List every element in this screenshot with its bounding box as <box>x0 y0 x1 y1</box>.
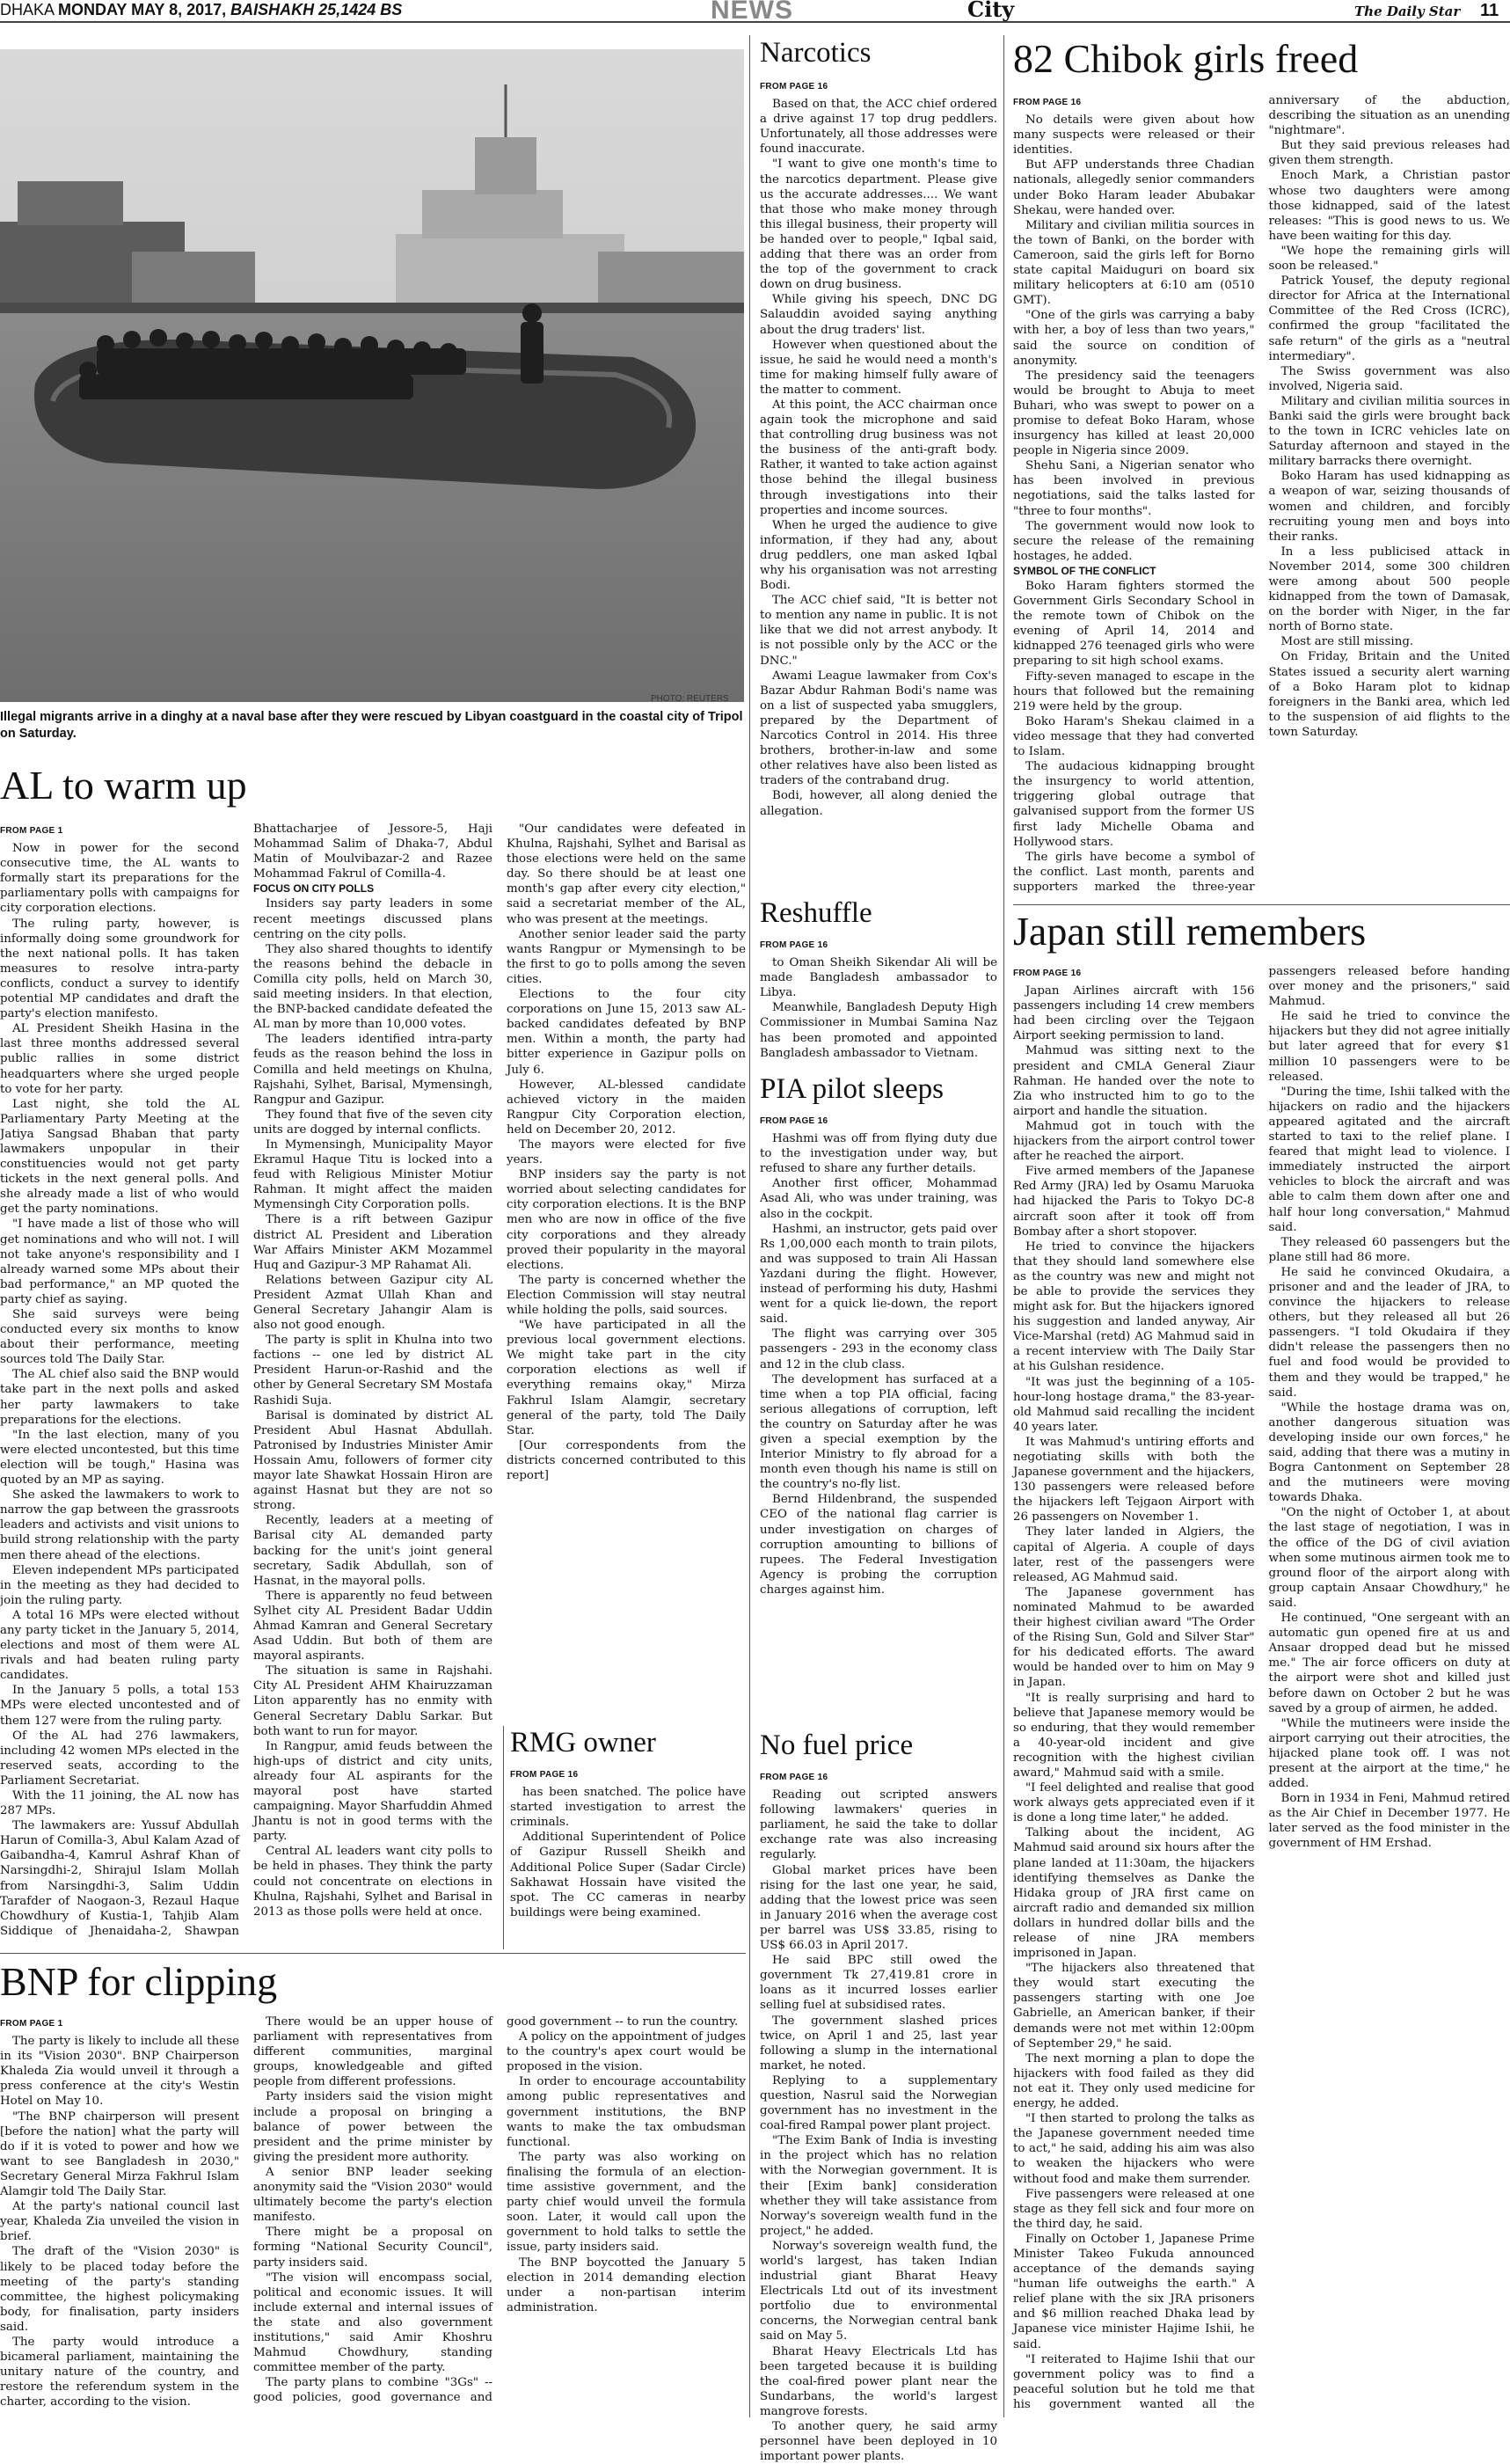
article-paragraph: There is apparently no feud between Sylhet city AL President Badar Uddin Ahmad Kamran and General Secretary Asad Uddin. But both of them are mayoral aspirants. <box>253 1589 492 1663</box>
article-paragraph: has been snatched. The police have started investigation to arrest the criminals. <box>510 1785 746 1830</box>
article-paragraph: The BNP boycotted the January 5 election in 2014 demanding election under a non-partisan interim administration. <box>507 2256 746 2315</box>
article-from: FROM PAGE 16 <box>760 79 997 94</box>
article-paragraph: "The BNP chairperson will present [before the nation] what the party will do if it is voted to power and how we want to see Bangladesh in 2030," Secretary General Mirza Fakhrul Islam Alamgir told The Daily Star. <box>0 2109 239 2200</box>
article-paragraph: "I reiterated to Hajime Ishii that our government policy was to find a peaceful solution but he told me that his government wanted all the passengers released before handing over money and the prisoners," said Mahmud. <box>1013 964 1510 2417</box>
article-paragraph: Another first officer, Mohammad Asad Ali, who was under training, was also in the cockpit. <box>760 1176 997 1221</box>
article-paragraph: She asked the lawmakers to work to narrow the gap between the grassroots leaders and activists and visit unions to build strong relationship with the party men there ahead of the elections. <box>0 1488 239 1562</box>
headline: BNP for clipping <box>0 1962 746 2002</box>
article-reshuffle-body <box>760 936 997 1068</box>
dateline-date: MONDAY MAY 8, 2017, <box>58 1 226 18</box>
article-reshuffle-header <box>760 899 997 940</box>
article-paragraph: Hashmi, an instructor, gets paid over Rs 1,00,000 each month to train pilots, and was supposed to train Ali Hassan Yazdani during the flight. However, instead of performing his duty, Hashmi went for a quick lie-down, the report said. <box>760 1222 997 1327</box>
article-paragraph: Of the AL had 276 lawmakers, including 42 women MPs elected in the reserved seats, according to the Parliament Secretariat. <box>0 1729 239 1788</box>
article-from: FROM PAGE 16 <box>1013 966 1255 981</box>
article-paragraph: However, AL-blessed candidate achieved victory in the maiden Rangpur City Corporation election, held on December 20, 2012. <box>507 1078 746 1137</box>
article-paragraph: The ACC chief said, "It is better not to mention any name in public. It is not like that we did not arrest anybody. It is not possible only by the ACC or the DNC." <box>760 593 997 668</box>
article-pia-body <box>760 1112 997 1728</box>
section-divider <box>1013 904 1510 905</box>
article-narcotics-header <box>760 39 997 83</box>
article-paragraph: Barisal is dominated by district AL President Abul Hasnat Abdullah. Patronised by Industries Minister Amir Hossain Amu, followers of former city mayor late Shawkat Hossain Hiron are against Hasnat but they are not so strong. <box>253 1408 492 1514</box>
article-paragraph: Party insiders said the vision might include a proposal on bringing a balance of power between the president and the prime minister by giving the president more authority. <box>253 2089 492 2164</box>
article-japan-header <box>1013 911 1510 961</box>
article-paragraph: However when questioned about the issue, he said he would need a month's time for making himself fully aware of the matter to comment. <box>760 338 997 398</box>
headline: No fuel price <box>760 1731 997 1760</box>
article-paragraph: Insiders say party leaders in some recent meetings discussed plans centring on the city polls. <box>253 896 492 941</box>
article-paragraph: A policy on the appointment of judges to the country's apex court would be proposed in the vision. <box>507 2029 746 2074</box>
headline: RMG owner <box>510 1729 746 1758</box>
article-paragraph: Enoch Mark, a Christian pastor whose two daughters were among those kidnapped, said of the latest releases: "This is good news to us. We have been waiting for this day. <box>1269 168 1510 243</box>
article-paragraph: "We hope the remaining girls will soon be released." <box>1269 244 1510 274</box>
article-paragraph: Global market prices have been rising for the last one year, he said, adding that the lowest price was seen in January 2016 when the average cost per barrel was US$ 33.85, rising to US$ 66.03 in April 2017. <box>760 1863 997 1954</box>
article-paragraph: SYMBOL OF THE CONFLICT <box>1013 564 1255 579</box>
headline: 82 Chibok girls freed <box>1013 39 1510 79</box>
article-paragraph: In the January 5 polls, a total 153 MPs were elected uncontested and of them 127 were from the ruling party. <box>0 1683 239 1728</box>
article-from: FROM PAGE 16 <box>760 1770 997 1785</box>
article-paragraph: No details were given about how many suspects were released or their identities. <box>1013 113 1255 157</box>
photo-credit: PHOTO: REUTERS <box>651 694 729 704</box>
page-header-bar <box>0 0 1510 23</box>
article-paragraph: Born in 1934 in Feni, Mahmud retired as the Air Chief in December 1977. He later served as the food minister in the government of HM Ershad. <box>1269 1791 1510 1851</box>
article-rmg-body <box>510 1766 746 1946</box>
article-paragraph: The girls have become a symbol of the conflict. Last month, parents and supporters marked the three-year anniversary of the abduction, describing the situation as an unending "nightmare". <box>1013 93 1510 896</box>
article-paragraph: The AL chief also said the BNP would take part in the next polls and asked her party lawmakers to take preparations for the elections. <box>0 1367 239 1427</box>
article-paragraph: In a less publicised attack in November 2014, some 300 children were among about 500 people kidnapped from the town of Damasak, on the border with Niger, in the far north of Borno state. <box>1269 545 1510 635</box>
article-fuel-header <box>760 1731 997 1772</box>
article-paragraph: Boko Haram fighters stormed the Government Girls Secondary School in the remote town of Chibok on the evening of April 14, 2014 and kidnapped 276 teenaged girls who were preparing to sit high school exams. <box>1013 579 1255 669</box>
article-paragraph: Another senior leader said the party wants Rangpur or Mymensingh to be the first to go to polls among the seven cities. <box>507 927 746 987</box>
article-paragraph: In Rangpur, amid feuds between the high-ups of district and city units, already four AL aspirants for the mayoral post have started campaigning. Mayor Sharfuddin Ahmed Jhantu is not in good terms with the party. <box>253 1739 492 1845</box>
article-paragraph: Bernd Hildenbrand, the suspended CEO of the national flag carrier is under investigation on charges of corruption amounting to billions of rupees. The Federal Investigation Agency is probing the corruption charges against him. <box>760 1492 997 1598</box>
article-paragraph: Five passengers were released at one stage as they fell sick and four more on the third day, he said. <box>1013 2187 1255 2232</box>
article-from: FROM PAGE 16 <box>1013 95 1255 110</box>
article-paragraph: [Our correspondents from the districts concerned contributed to this report] <box>507 1438 746 1483</box>
article-paragraph: "We have participated in all the previous local government elections. We might take part in the city corporation elections as well if everything remains okay," Mirza Fakhrul Islam Alamgir, secretary general of the party, told The Daily Star. <box>507 1318 746 1438</box>
article-paragraph: Recently, leaders at a meeting of Barisal city AL demanded party backing for the unit's joint general secretary, Sadik Abdullah, son of Hasnat, in the mayoral polls. <box>253 1513 492 1588</box>
dateline <box>0 1 402 19</box>
article-al-header <box>0 765 746 818</box>
article-paragraph: "I have made a list of those who will get nominations and who will not. I will not take anyone's responsibility and I already warned some MPs about their bad performance," an MP quoted the party chief as saying. <box>0 1217 239 1307</box>
article-paragraph: When he urged the audience to give information, if they had any, about drug peddlers, one man asked Iqbal why his organisation was not arresting Bodi. <box>760 518 997 593</box>
article-paragraph: He said BPC still owed the government Tk 27,419.81 crore in loans as it incurred losses earlier selling fuel at subsidised rates. <box>760 1953 997 2013</box>
article-paragraph: Replying to a supplementary question, Nasrul said the Norwegian government has no investment in the coal-fired Rampal power plant project. <box>760 2073 997 2133</box>
article-paragraph: Mahmud got in touch with the hijackers from the airport control tower after he reached the airport. <box>1013 1119 1255 1164</box>
article-paragraph: The leaders identified intra-party feuds as the reason behind the loss in Comilla and held meetings on Khulna, Rajshahi, Sylhet, Barisal, Mymensingh, Rangpur and Gazipur. <box>253 1032 492 1107</box>
article-chibok-header <box>1013 39 1510 88</box>
page-number: 11 <box>1480 1 1499 21</box>
article-paragraph: Relations between Gazipur city AL President Azmat Ullah Khan and General Secretary Jahangir Alam is also not good enough. <box>253 1273 492 1333</box>
article-paragraph: Now in power for the second consecutive time, the AL wants to formally start its preparations for the parliamentary polls with campaigns for city corporation elections. <box>0 841 239 916</box>
article-paragraph: Central AL leaders want city polls to be held in phases. They think the party could not concentrate on elections in Khulna, Rajshahi, Sylhet and Barisal in 2013 as those polls were held at once. <box>253 1844 492 1919</box>
article-paragraph: In order to encourage accountability among public representatives and government institutions, the BNP wants to make the tax ombudsman functional. <box>507 2074 746 2149</box>
article-paragraph: The government would now look to secure the release of the remaining hostages, he added. <box>1013 519 1255 564</box>
article-paragraph: The party is concerned whether the Election Commission will stay neutral while holding the polls, said sources. <box>507 1273 746 1318</box>
article-paragraph: The mayors were elected for five years. <box>507 1137 746 1167</box>
article-paragraph: The party is split in Khulna into two factions -- one led by district AL President Harun-or-Rashid and the other by General Secretary SM Mostafa Rashidi Suja. <box>253 1333 492 1407</box>
article-bnp-body <box>0 2014 746 2417</box>
headline: PIA pilot sleeps <box>760 1075 997 1104</box>
article-paragraph: With the 11 joining, the AL now has 287 MPs. <box>0 1788 239 1818</box>
column-divider <box>1003 35 1004 2417</box>
article-paragraph: On Friday, Britain and the United States issued a security alert warning of a Boko Haram plot to kidnap foreigners in the Banki area, which led to the suspension of aid flights to the town Saturday. <box>1269 649 1510 740</box>
article-bnp-header <box>0 1962 746 2013</box>
article-paragraph: BNP insiders say the party is not worried about selecting candidates for city corporation elections. It is the BNP men who are now in office of the five city corporations and they already proved their popularity in the mayoral elections. <box>507 1167 746 1273</box>
section-divider <box>0 1953 746 1954</box>
article-paragraph: At this point, the ACC chairman once again took the microphone and said that controlling drug business was not the business of the anti-graft body. Rather, it wanted to take action against those behind the illegal business through investigations into their properties and income sources. <box>760 398 997 518</box>
article-paragraph: They found that five of the seven city units are dogged by internal conflicts. <box>253 1108 492 1137</box>
article-paragraph: The party is likely to include all these in its "Vision 2030". BNP Chairperson Khaleda Zia would unveil it through a press conference at the city's Westin Hotel on May 10. <box>0 2034 239 2109</box>
article-paragraph: While giving his speech, DNC DG Salauddin avoided saying anything about the drug traders' list. <box>760 292 997 337</box>
masthead-logo: The Daily Star <box>1354 4 1460 19</box>
article-japan-body <box>1013 964 1510 2417</box>
article-paragraph: There is a rift between Gazipur district AL President and Liberation War Affairs Minister AKM Mozammel Huq and Gazipur-3 MP Rahamat Ali. <box>253 1212 492 1272</box>
article-fuel-body <box>760 1768 997 2417</box>
article-paragraph: "Our candidates were defeated in Khulna, Rajshahi, Sylhet and Barisal as those elections were held on the same day. So there should be at least one month's gap after every city election," said a secretariat member of the AL, who was present at the meetings. <box>507 822 746 927</box>
article-from: FROM PAGE 1 <box>0 823 239 838</box>
article-paragraph: Five armed members of the Japanese Red Army (JRA) led by Osamu Maruoka had hijacked the Paris to Tokyo DC-8 aircraft soon after it took off from Bombay after a short stopover. <box>1013 1164 1255 1239</box>
article-paragraph: The party was also working on finalising the formula of an election-time assistive government, and the party chief would unveil the formula soon. Later, it would call upon the government to hold talks to settle the issue, party insiders said. <box>507 2150 746 2256</box>
article-paragraph: Eleven independent MPs participated in the meeting as they had decided to join the ruling party. <box>0 1563 239 1608</box>
article-chibok-body <box>1013 93 1510 896</box>
article-paragraph: "In the last election, many of you were elected uncontested, but this time election will be tough," Hasina was quoted by an MP as saying. <box>0 1428 239 1488</box>
article-paragraph: A total 16 MPs were elected without any party ticket in the January 5, 2014, elections and most of them were AL rivals and had beaten ruling party candidates. <box>0 1608 239 1683</box>
article-paragraph: "I want to give one month's time to the narcotics department. Please give us the accurate addresses.... We want that those who make money through this illegal business, their property will be handed over to people," Iqbal said, adding that there was an order from the top of the government to crack down on drug business. <box>760 157 997 292</box>
article-paragraph: The audacious kidnapping brought the insurgency to world attention, triggering global outrage that galvanised support from the former US first lady Michelle Obama and Hollywood stars. <box>1013 759 1255 850</box>
article-paragraph: The lawmakers are: Yussuf Abdullah Harun of Comilla-3, Abul Kalam Azad of Gaibandha-4, Kamrul Ashraf Khan of Narsingdhi-2, Shirajul Islam Mollah from Narsingdhi-3, Salim Uddin Tarafder of Naogaon-3, Rezaul Haque Chowdhury of Kustia-1, Tahjib Alam Siddique of Jhenaidaha-2, Shawpan Bhattacharjee of Jessore-5, Haji Mohammad Salim of Dhaka-7, Abdul Matin of Moulvibazar-2 and Razee Mohammad Fakrul of Comilla-4. <box>0 822 492 1949</box>
article-paragraph: Fifty-seven managed to escape in the hours that followed but the remaining 219 were held by the group. <box>1013 669 1255 714</box>
article-paragraph: To another query, he said army personnel have been deployed in 10 important power plants. <box>760 2419 997 2464</box>
article-from: FROM PAGE 16 <box>760 938 997 953</box>
article-paragraph: Military and civilian militia sources in the town of Banki, on the border with Cameroon, said the girls left for Borno state capital Maiduguri on board six military helicopters at 6:10 am (0510 GMT). <box>1013 218 1255 309</box>
article-paragraph: Mahmud was sitting next to the president and CMLA General Ziaur Rahman. He handed over the note to Zia who instructed him to go to the airport and handle the situation. <box>1013 1043 1255 1118</box>
article-paragraph: Meanwhile, Bangladesh Deputy High Commissioner in Mumbai Samina Naz has been promoted and appointed Bangladesh ambassador to Vietnam. <box>760 1000 997 1060</box>
migrant-dinghy-photo <box>0 49 744 702</box>
article-paragraph: At the party's national council last year, Khaleda Zia unveiled the vision in brief. <box>0 2199 239 2244</box>
section-name: NEWS <box>711 0 793 26</box>
article-from: FROM PAGE 16 <box>510 1767 746 1782</box>
article-paragraph: The situation is same in Rajshahi. City AL President AHM Khairuzzaman Liton apparently has no enmity with General Secretary Dablu Sarkar. But both want to run for mayor. <box>253 1663 492 1738</box>
article-paragraph: "It is really surprising and hard to believe that Japanese memory would be so enduring, that they would remember a 40-year-old incident and give recognition with the highest civilian award," Mahmud said with a smile. <box>1013 1691 1255 1781</box>
article-paragraph: He said he convinced Okudaira, a prisoner and and the leader of JRA, to convince the hijackers to release others, but they released all but 26 passengers. "I told Okudaira if they didn't release the passengers then no fuel and food would be provided to them and they would be trapped," he said. <box>1269 1265 1510 1400</box>
article-paragraph: The government slashed prices twice, on April 1 and 25, last year following a slump in the international market, he noted. <box>760 2014 997 2073</box>
headline: Reshuffle <box>760 899 997 928</box>
article-paragraph: He continued, "One sergeant with an automatic gun opened fire at us and Ansaar dropped dead but he missed me." The air force officers on duty at the airport were shot and killed just before dawn on October 2 but he was saved by a group of airmen, he added. <box>1269 1611 1510 1716</box>
article-paragraph: The presidency said the teenagers would be brought to Abuja to meet Buhari, who was swept to power on a promise to defeat Boko Haram, whose insurgency has killed at least 20,000 people in Nigeria since 2009. <box>1013 369 1255 459</box>
article-paragraph: A senior BNP leader seeking anonymity said the "Vision 2030" would ultimately become the party's election manifesto. <box>253 2165 492 2225</box>
article-paragraph: The draft of the "Vision 2030" is likely to be placed today before the meeting of the party's standing committee, the highest policymaking body, for finalisation, party insiders said. <box>0 2244 239 2335</box>
article-paragraph: Bodi, however, all along denied the allegation. <box>760 788 997 818</box>
article-paragraph: But they said previous releases had given them strength. <box>1269 138 1510 168</box>
dateline-bangla-date: BAISHAKH 25,1424 BS <box>230 1 402 18</box>
article-paragraph: The party plans to combine "3Gs" -- good policies, good governance and good government -- to run the country. <box>253 2014 746 2417</box>
article-paragraph: Awami League lawmaker from Cox's Bazar Abdur Rahman Bodi's name was on a list of suspected yaba smugglers, prepared by the Department of Narcotics Control in 2014. His three brothers, brother-in-law and some other relatives have also been listed as traders of the contraband drug. <box>760 669 997 789</box>
article-paragraph: Boko Haram's Shekau claimed in a video message that they had converted to Islam. <box>1013 714 1255 759</box>
article-paragraph: The next morning a plan to dope the hijackers with food failed as they did not eat it. They only used medicine for energy, he added. <box>1013 2051 1255 2111</box>
article-paragraph: "I then started to prolong the talks as the Japanese government needed time to act," he said, adding his aim was also to weaken the hijackers who were without food and make them surrender. <box>1013 2111 1255 2186</box>
article-paragraph: "The Exim Bank of India is investing in the project which has no relation with the Norwegian government. It is their [Exim bank] consideration whether they will take assistance from Norway's sovereign wealth fund in the project," he added. <box>760 2133 997 2239</box>
article-paragraph: Hashmi was off from flying duty due to the investigation under way, but refused to share any further details. <box>760 1131 997 1176</box>
article-paragraph: But AFP understands three Chadian nationals, allegedly senior commanders under Boko Haram leader Abubakar Shekau, were handed over. <box>1013 157 1255 217</box>
article-paragraph: There might be a proposal on forming "National Security Council", party insiders said. <box>253 2225 492 2270</box>
article-paragraph: Last night, she told the AL Parliamentary Party Meeting at the Jatiya Sangsad Bhaban that party lawmakers unpopular in their constituencies would not get party tickets in the next general polls. And she already made a list of who would get the party nominations. <box>0 1097 239 1217</box>
article-paragraph: The flight was carrying over 305 passengers - 293 in the economy class and 12 in the club class. <box>760 1327 997 1371</box>
headline: AL to warm up <box>0 765 746 806</box>
article-paragraph: They also shared thoughts to identify the reasons behind the debacle in Comilla city polls, held on March 30, said meeting insiders. In that election, the BNP-backed candidate defeated the AL man by more than 10,000 votes. <box>253 942 492 1033</box>
article-paragraph: Finally on October 1, Japanese Prime Minister Takeo Fukuda announced acceptance of the demands saying "human life outweighs the earth." A relief plane with the six JRA prisoners and $6 million reached Dhaka lead by Japanese vice minister Hajime Ishii, he said. <box>1013 2232 1255 2352</box>
article-paragraph: "During the time, Ishii talked with the hijackers on radio and the hijackers appeared agitated and the aircraft started to taxi to the relief plane. I feared that might lead to violence. I immediately instructed the airport vehicles to block the aircraft and was able to calm them down after one and half hour long conversation," Mahmud said. <box>1269 1085 1510 1235</box>
article-paragraph: Bharat Heavy Electricals Ltd has been targeted because it is building the coal-fired power plant near the Sundarbans, the world's largest mangrove forests. <box>760 2344 997 2419</box>
article-paragraph: They later landed in Algiers, the capital of Algeria. A couple of days later, rest of the passengers were released, AG Mahmud said. <box>1013 1524 1255 1584</box>
article-paragraph: It was Mahmud's untiring efforts and negotiating skills with both the Japanese government and the hijackers, 130 passengers were released before the hijackers left Tejgaon Airport with 26 passengers on November 1. <box>1013 1435 1255 1525</box>
article-paragraph: Japan Airlines aircraft with 156 passengers including 14 crew members had been circling over the Tejgaon Airport seeking permission to land. <box>1013 983 1255 1043</box>
article-paragraph: FOCUS ON CITY POLLS <box>253 881 492 896</box>
article-paragraph: She said surveys were being conducted every six months to know about their performance, meeting sources told The Daily Star. <box>0 1307 239 1367</box>
article-paragraph: The Swiss government was also involved, Nigeria said. <box>1269 364 1510 394</box>
article-paragraph: "The vision will encompass social, political and economic issues. It will include external and internal issues of the state and also government institutions," said Amir Khoshru Mahmud Chowdhury, standing committee member of the party. <box>253 2270 492 2376</box>
article-paragraph: Boko Haram has used kidnapping as a weapon of war, seizing thousands of women and children, and forcibly recruiting young men and boys into their ranks. <box>1269 469 1510 544</box>
article-paragraph: Elections to the four city corporations on June 15, 2013 saw AL-backed candidates defeated by BNP men. Within a month, the party had bitter experience in Gazipur polls on July 6. <box>507 987 746 1078</box>
article-paragraph: "One of the girls was carrying a baby with her, a boy of less than two years," said the source on condition of anonymity. <box>1013 308 1255 368</box>
article-paragraph: Additional Superintendent of Police of Gazipur Russell Sheikh and Additional Police Super (Sadar Circle) Sakhawat Hossain have visited the spot. The CC cameras in nearby buildings were being examined. <box>510 1830 746 1920</box>
article-paragraph: The ruling party, however, is informally doing some groundwork for the next national polls. It has taken measures to resolve intra-party conflicts, conduct a survey to identify potential MP candidates and draft the party's election manifesto. <box>0 917 239 1022</box>
article-paragraph: Talking about the incident, AG Mahmud said around six hours after the plane landed at 11:30am, the hijackers identifying themselves as Danke the Hidaka group of JRA first came on aircraft radio and demanded six million dollars in hundred dollar bills and the release of nine JRA members imprisoned in Japan. <box>1013 1825 1255 1961</box>
headline: Narcotics <box>760 39 997 68</box>
article-paragraph: The party would introduce a bicameral parliament, maintaining the unitary nature of the country, and restore the referendum system in the charter, according to the vision. <box>0 2335 239 2409</box>
news-photo <box>0 49 744 702</box>
article-paragraph: "I feel delighted and realise that good work always gets appreciated even if it is done a long time later," he added. <box>1013 1780 1255 1825</box>
subsection-name: City <box>967 0 1014 22</box>
article-paragraph: Military and civilian militia sources in Banki said the girls were brought back to the town in ICRC vehicles late on Saturday afternoon and stayed in the military barracks there overnight. <box>1269 394 1510 469</box>
article-paragraph: There would be an upper house of parliament with representatives from different communities, marginal groups, knowledgeable and gifted people from different professions. <box>253 2014 492 2089</box>
article-paragraph: "While the hostage drama was on, another dangerous situation was developing inside our own forces," he said, adding that there was a mutiny in Bogra Cantonment on September 28 and the mutineers were moving towards Dhaka. <box>1269 1400 1510 1506</box>
article-paragraph: "It was just the beginning of a 105-hour-long hostage drama," the 83-year-old Mahmud said recalling the incident 40 years later. <box>1013 1375 1255 1435</box>
article-paragraph: Most are still missing. <box>1269 634 1510 649</box>
article-paragraph: Shehu Sani, a Nigerian senator who has been involved in previous negotiations, said the talks lasted for "three to four months". <box>1013 458 1255 518</box>
article-narcotics-body <box>760 77 997 896</box>
article-paragraph: Reading out scripted answers following lawmakers' queries in parliament, he said the take to dollar exchange rate was also increasing regularly. <box>760 1788 997 1862</box>
column-divider <box>503 1726 504 1949</box>
article-paragraph: "The hijackers also threatened that they would start executing the passengers starting with one Joe Gabrielle, an American banker, if their demands were not met within 12:00pm of September 29," he said. <box>1013 1961 1255 2051</box>
article-paragraph: Based on that, the ACC chief ordered a drive against 17 top drug peddlers. Unfortunately, all those addresses were found inaccurate. <box>760 97 997 157</box>
dateline-city: DHAKA <box>0 1 54 18</box>
article-paragraph: They released 60 passengers but the plane still had 86 more. <box>1269 1235 1510 1265</box>
column-divider <box>749 35 750 2417</box>
article-rmg-header <box>510 1729 746 1766</box>
article-paragraph: In Mymensingh, Municipality Mayor Ekramul Haque Titu is locked into a feud with Religious Minister Motiur Rahman. It might affect the maiden Mymensingh City Corporation polls. <box>253 1137 492 1212</box>
article-paragraph: AL President Sheikh Hasina in the last three months addressed several public rallies in some district headquarters where she urged people to vote for her party. <box>0 1021 239 1096</box>
article-pia-header <box>760 1075 997 1115</box>
article-paragraph: to Oman Sheikh Sikendar Ali will be made Bangladesh ambassador to Libya. <box>760 955 997 1000</box>
article-paragraph: Norway's sovereign wealth fund, the world's largest, has taken Indian industrial giant Bharat Heavy Electricals Ltd out of its investment portfolio due to environmental concerns, the Norwegian central bank said on May 5. <box>760 2239 997 2344</box>
article-from: FROM PAGE 16 <box>760 1114 997 1129</box>
headline: Japan still remembers <box>1013 911 1510 952</box>
photo-caption: Illegal migrants arrive in a dinghy at a naval base after they were rescued by Libyan coastguard in the coastal city of Tripol on Saturday. <box>0 709 744 742</box>
article-paragraph: He tried to convince the hijackers that they should land somewhere else as the country was new and might not be able to provide the services they might ask for. But the hijackers ignored his suggestion and landed anyway, Air Vice-Marshal (retd) AG Mahmud said in a recent interview with The Daily Star at his Gulshan residence. <box>1013 1239 1255 1375</box>
article-paragraph: Patrick Yousef, the deputy regional director for Africa at the International Committee of the Red Cross (ICRC), confirmed the group "facilitated the safe return" of the girls as a "neutral intermediary". <box>1269 274 1510 364</box>
article-paragraph: "While the mutineers were inside the airport carrying out their atrocities, the hijacked plane took off. I was not present at the airport at the time," he added. <box>1269 1716 1510 1791</box>
article-from: FROM PAGE 1 <box>0 2016 239 2031</box>
article-paragraph: The development has surfaced at a time when a top PIA official, facing serious allegations of corruption, left the country on Saturday after he was given a special exemption by the Interior Ministry to fly abroad for a month even though his name is still on the country's no-fly list. <box>760 1372 997 1493</box>
article-paragraph: He said he tried to convince the hijackers but they did not agree initially but later agreed that for every $1 million 10 passengers were to be released. <box>1269 1009 1510 1084</box>
article-paragraph: The Japanese government has nominated Mahmud to be awarded their highest civilian award "The Order of the Rising Sun, Gold and Silver Star" for his dedicated efforts. The award would be handed over to him on May 9 in Japan. <box>1013 1585 1255 1691</box>
article-paragraph: "On the night of October 1, at about the last stage of negotiation, I was in the office of the DG of civil aviation when some mutinous airmen took me to ground floor of the airport along with group captain Ansaar Chowdhury," he said. <box>1269 1505 1510 1611</box>
